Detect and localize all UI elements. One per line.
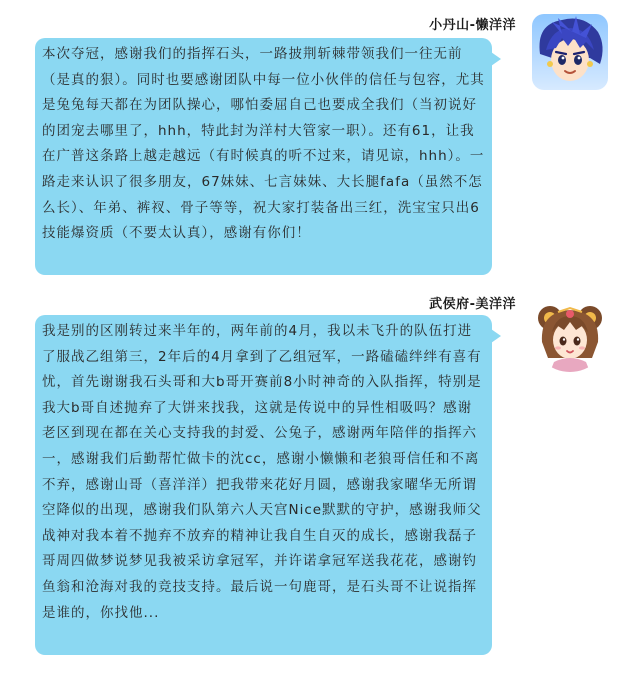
message-bubble: 我是别的区刚转过来半年的，两年前的4月，我以未飞升的队伍打进了服战乙组第三，2年后的4月拿到了乙组冠军，一路磕磕绊绊有喜有忧，首先谢谢我石头哥和大b哥开赛前8小时神奇的入队指挥，特别是我大b哥自述抛弃了大饼来找我，这就是传说中的异性相吸吗？感谢老区到现在都在关心支持我的封爱、公兔子，感谢两年陪伴的指挥六一，感谢我们后勤帮忙做卡的沈cc，感谢小懒懒和老狼哥信任和不离不弃，感谢山哥（喜洋洋）把我带来花好月圆，感谢我家曜华无所谓空降似的出现，感谢我们队第六人天宫Nice默默的守护，感谢我师父战神对我本着不抛弃不放弃的精神让我自生自灭的成长，感谢我磊子哥周四做梦说梦见我被采访拿冠军，并许诺拿冠军送我花花，感谢钓鱼翁和沧海对我的竞技支持。最后说一句鹿哥，是石头哥不让说指挥是谁的，你找他...	[35, 315, 492, 655]
blue-haired-warrior-avatar-icon[interactable]	[532, 14, 608, 90]
message-bubble: 本次夺冠，感谢我们的指挥石头，一路披荆斩棘带领我们一往无前（是真的狠）。同时也要感谢团队中每一位小伙伴的信任与包容，尤其是兔兔每天都在为团队操心，哪怕委屈自己也要成全我们（当初说好的团宠去哪里了，hhh，特此封为洋村大管家一职）。还有61，让我在广普这条路上越走越远（有时候真的听不过来，请见谅，hhh）。一路走来认识了很多朋友，67妹妹、七言妹妹、大长腿fafa（虽然不怎么长）、年弟、裤衩、骨子等等，祝大家打装备出三红，洗宝宝只出6技能爆资质（不要太认真），感谢有你们！	[35, 38, 492, 275]
ornate-hair-girl-avatar-icon[interactable]	[532, 296, 608, 372]
sender-name: 武侯府-美洋洋	[429, 297, 516, 312]
sender-name: 小丹山-懒洋洋	[429, 18, 516, 33]
